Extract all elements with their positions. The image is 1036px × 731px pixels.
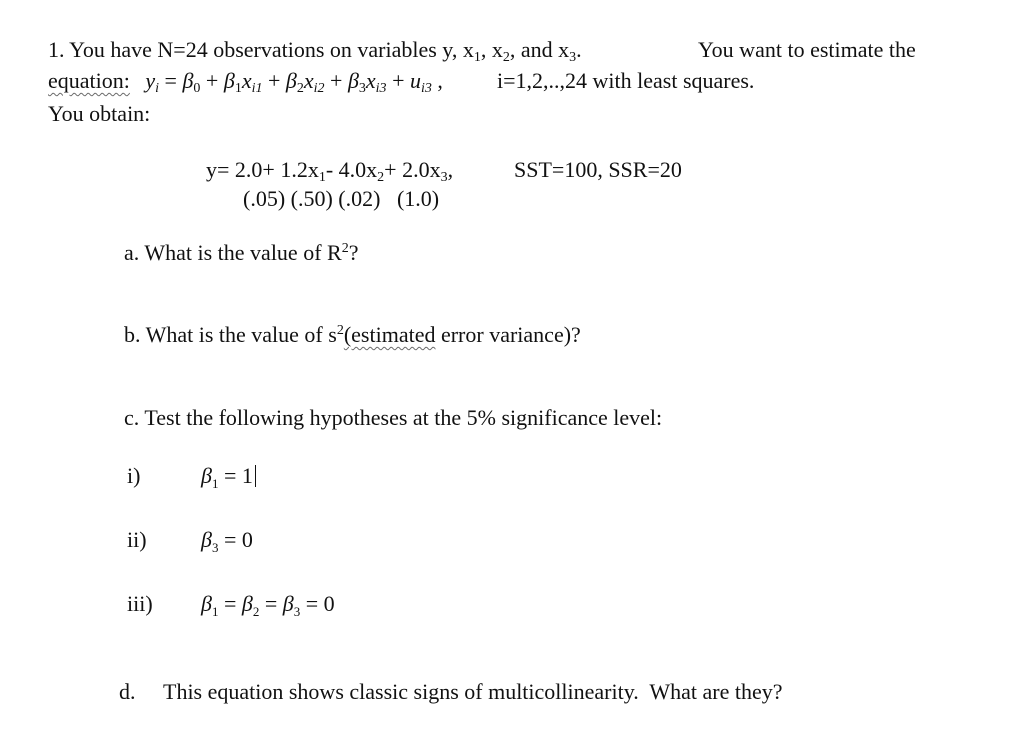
part-c-question: c. Test the following hypotheses at the 5% significance level: <box>124 405 663 430</box>
operator: + <box>386 68 410 93</box>
subscript: 2 <box>296 81 304 96</box>
operator: = 0 <box>218 527 253 552</box>
estimated-equation <box>206 157 453 183</box>
subscript: i <box>155 81 160 96</box>
operator: = <box>218 591 242 616</box>
subscript: 1 <box>211 476 219 491</box>
estimated-text: , <box>447 157 454 182</box>
you-obtain-label: You obtain: <box>48 101 151 126</box>
question-intro-line <box>48 37 582 63</box>
subscript: 3 <box>440 170 448 185</box>
operator: = <box>159 68 183 93</box>
hypothesis-3-label: iii) <box>127 591 153 616</box>
subscript: 3 <box>569 50 577 65</box>
subscript: i3 <box>420 81 432 96</box>
equation-label: equation: <box>48 68 130 93</box>
var-x: x <box>241 68 252 93</box>
estimated-text: y= 2.0+ 1.2x <box>206 157 319 182</box>
var-x: x <box>365 68 376 93</box>
subscript: 1 <box>473 50 481 65</box>
beta: β <box>223 68 235 93</box>
subscript: 3 <box>211 540 219 555</box>
hypothesis-3 <box>201 591 335 617</box>
part-b-question <box>124 322 581 348</box>
subscript: i2 <box>313 81 325 96</box>
question-text: ? <box>348 240 359 265</box>
subscript: 0 <box>193 81 201 96</box>
question-text: error variance)? <box>435 322 581 347</box>
beta: β <box>201 463 212 488</box>
operator: + <box>324 68 348 93</box>
superscript: 2 <box>336 323 344 338</box>
hypothesis-2-label: ii) <box>127 527 147 552</box>
beta: β <box>347 68 359 93</box>
part-a-question <box>124 240 358 266</box>
operator: , <box>431 68 443 93</box>
subscript: i3 <box>375 81 387 96</box>
beta: β <box>285 68 297 93</box>
question-text: b. What is the value of <box>124 322 329 347</box>
standard-errors: (.05) (.50) (.02) (1.0) <box>243 186 440 211</box>
model-equation <box>48 68 443 94</box>
question-text: (estimated <box>343 322 436 347</box>
beta: β <box>201 591 212 616</box>
intro-text: . <box>576 37 582 62</box>
operator: = 1 <box>218 463 253 488</box>
operator: = <box>259 591 283 616</box>
hypothesis-1 <box>201 463 256 489</box>
subscript: 2 <box>502 50 510 65</box>
beta: β <box>282 591 294 616</box>
hypothesis-1-label: i) <box>127 463 141 488</box>
var-u: u <box>409 68 421 93</box>
estimated-text: - 4.0x <box>325 157 378 182</box>
question-text: s <box>328 322 337 347</box>
sum-of-squares: SST=100, SSR=20 <box>514 157 682 182</box>
intro-text: , and x <box>509 37 570 62</box>
estimated-text: + 2.0x <box>384 157 441 182</box>
operator: + <box>200 68 224 93</box>
equation-math <box>145 68 443 96</box>
intro-text: , x <box>480 37 503 62</box>
subscript: 2 <box>377 170 385 185</box>
text-cursor <box>255 465 256 487</box>
beta: β <box>201 527 212 552</box>
beta: β <box>182 68 194 93</box>
operator: + <box>262 68 286 93</box>
var-x: x <box>303 68 314 93</box>
subscript: 3 <box>358 81 366 96</box>
subscript: 2 <box>252 604 260 619</box>
part-d-label: d. <box>119 679 136 704</box>
index-range: i=1,2,..,24 with least squares. <box>497 68 755 93</box>
part-d-question: This equation shows classic signs of multicollinearity. What are they? <box>163 679 783 704</box>
operator: = 0 <box>300 591 335 616</box>
subscript: 1 <box>211 604 219 619</box>
superscript: 2 <box>341 241 349 256</box>
question-intro-tail: You want to estimate the <box>698 37 916 62</box>
intro-text: 1. You have N=24 observations on variables y, x <box>48 37 474 62</box>
hypothesis-2 <box>201 527 253 553</box>
subscript: 1 <box>234 81 242 96</box>
question-text: a. What is the value of R <box>124 240 342 265</box>
subscript: 1 <box>318 170 326 185</box>
subscript: 3 <box>293 604 301 619</box>
beta: β <box>241 591 253 616</box>
subscript: i1 <box>251 81 263 96</box>
var-y: y <box>145 68 156 93</box>
